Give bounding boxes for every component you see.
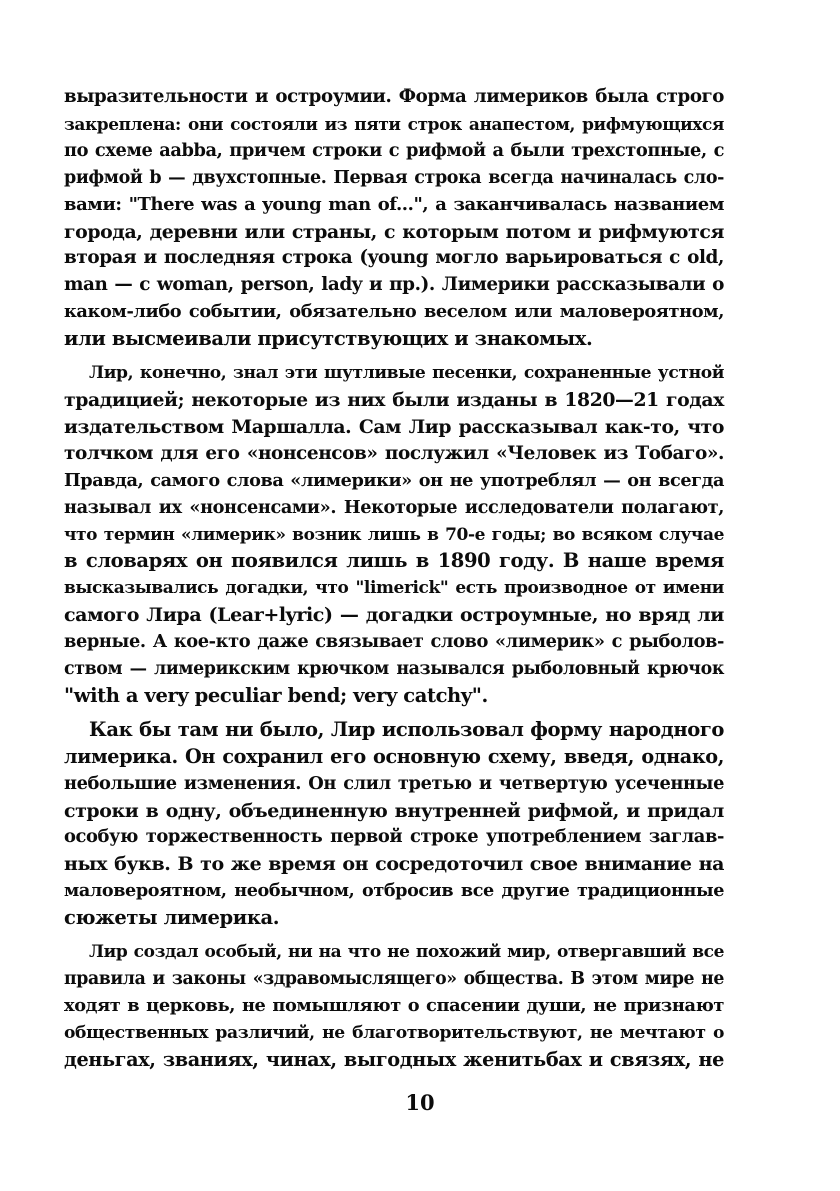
text-line: вторая и последняя строка (young могло варьироваться с old, — [64, 247, 724, 269]
text-line: рифмой b — двухстопные. Первая строка всегда начиналась сло- — [64, 167, 724, 188]
paragraph-2 — [64, 360, 724, 710]
text-line: что термин «лимерик» возник лишь в 70-е годы; во всяком случае — [64, 524, 724, 545]
text-line: выразительности и остроумии. Форма лимериков была строго — [64, 86, 724, 107]
text-line: или высмеивали присутствующих и знакомых. — [64, 327, 593, 351]
body-text — [64, 84, 724, 1074]
text-line: Лир, конечно, знал эти шутливые песенки, сохраненные устной — [89, 363, 724, 384]
page-number: 10 — [405, 1090, 435, 1115]
text-line: Как бы там ни было, Лир использовал форму народного — [89, 717, 724, 741]
text-line: традицией; некоторые из них были изданы в 1820—21 годах — [64, 388, 724, 411]
text-line: небольшие изменения. Он слил третью и четвертую усеченные — [64, 772, 724, 794]
text-line: города, деревни или страны, с которым потом и рифмуются — [64, 220, 724, 243]
text-line: Лир создал особый, ни на что не похожий мир, отвергавший все — [89, 942, 724, 963]
text-line: издательством Маршалла. Сам Лир рассказывал как-то, что — [64, 415, 724, 438]
text-line: деньгах, званиях, чинах, выгодных женитьбах и связях, не — [64, 1047, 724, 1071]
text-line: самого Лира (Lear+lyric) — догадки остроумные, но вряд ли — [64, 604, 724, 627]
text-line: лимерика. Он сохранил его основную схему, введя, однако, — [64, 744, 724, 768]
text-line: ством — лимерикским крючком назывался рыболовный крючок — [64, 659, 724, 680]
text-line: каком-либо событии, обязательно веселом или маловероятном, — [64, 301, 724, 323]
text-line: "with a very peculiar bend; very catchy". — [64, 683, 488, 707]
text-line: общественных различий, не благотворительствуют, не мечтают о — [64, 1022, 724, 1043]
paragraph-4 — [64, 939, 724, 1074]
text-line: Правда, самого слова «лимерики» он не употреблял — он всегда — [64, 469, 724, 491]
text-line: man — с woman, person, lady и пр.). Лимерики рассказывали о — [64, 274, 724, 296]
text-line: называл их «нонсенсами». Некоторые исследователи полагают, — [64, 496, 724, 518]
text-line: толчком для его «нонсенсов» послужил «Человек из Тобаго». — [64, 442, 724, 464]
text-line: по схеме aabba, причем строки с рифмой a были трехстопные, с — [64, 139, 724, 161]
text-line: вами: "There was a young man of...", а заканчивалась названием — [64, 193, 724, 215]
text-line: в словарях он появился лишь в 1890 году. В наше время — [64, 549, 724, 573]
text-line: строки в одну, объединенную внутренней рифмой, и придал — [64, 799, 724, 822]
paragraph-3 — [64, 717, 724, 932]
text-line: сюжеты лимерика. — [64, 906, 280, 930]
text-line: маловероятном, необычном, отбросив все другие традиционные — [64, 880, 724, 902]
text-line: правила и законы «здравомыслящего» общества. В этом мире не — [64, 969, 724, 989]
text-line: ходят в церковь, не помышляют о спасении души, не признают — [64, 994, 724, 1016]
paragraph-1 — [64, 84, 724, 353]
text-line: верные. А кое-кто даже связывает слово «лимерик» с рыболов- — [64, 631, 724, 653]
text-line: особую торжественность первой строке употреблением заглав- — [64, 826, 724, 848]
text-line: высказывались догадки, что "limerick" есть производное от имени — [64, 578, 724, 599]
text-line: ных букв. В то же время он сосредоточил свое внимание на — [64, 853, 724, 876]
text-line: закреплена: они состояли из пяти строк анапестом, рифмующихся — [64, 113, 724, 134]
